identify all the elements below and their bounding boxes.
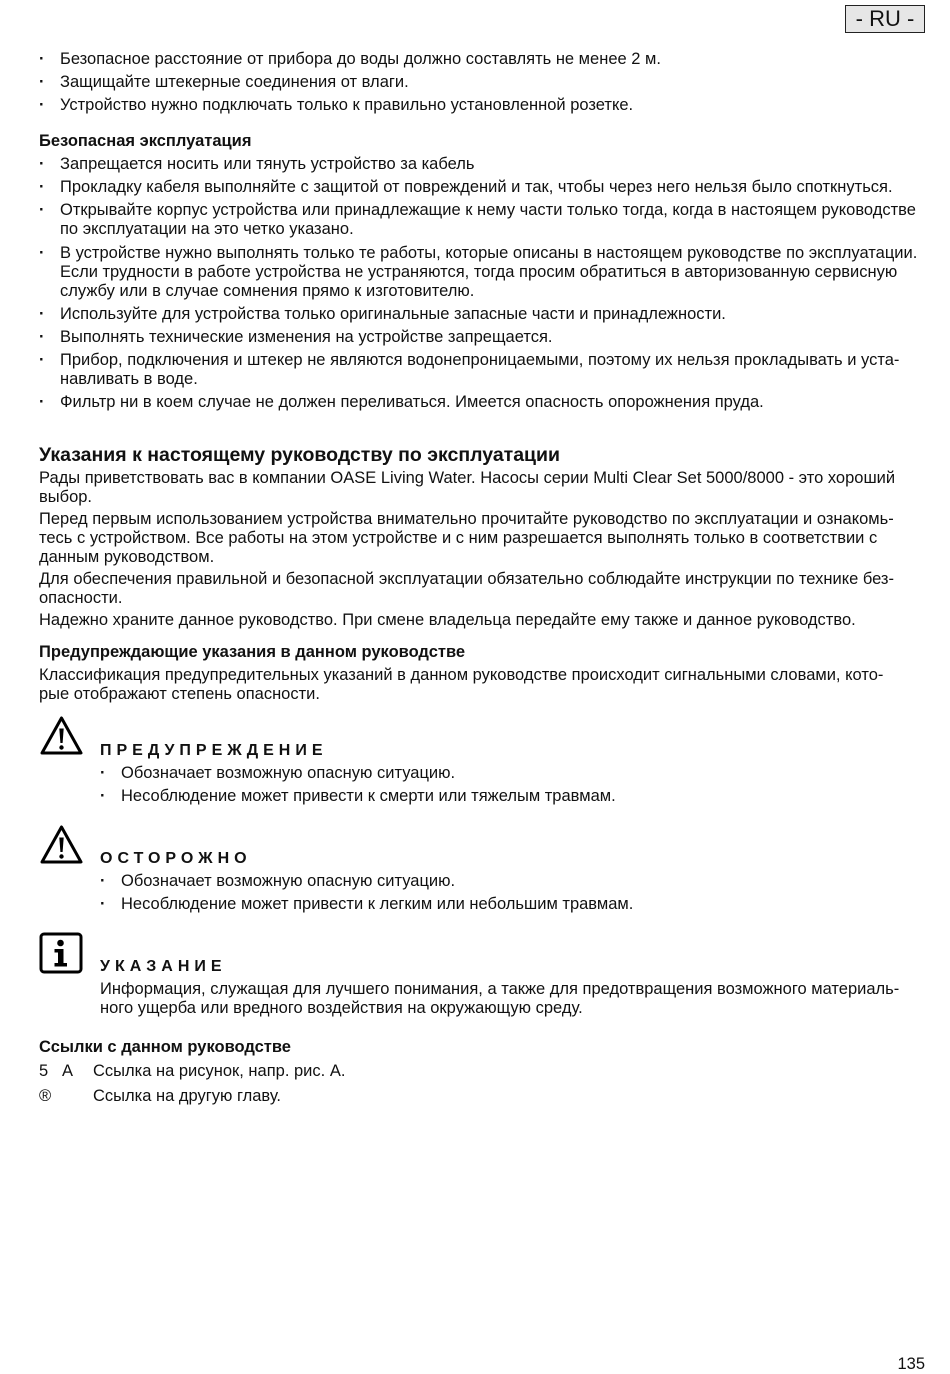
bullet-marker: · (39, 244, 45, 262)
bullet-item (39, 351, 899, 389)
section-heading (39, 643, 465, 662)
bullet-text: Устройство нужно подключать только к правильно установленной розетке. (60, 96, 634, 114)
signal-word-note: УКАЗАНИЕ (100, 958, 227, 975)
reference-row (39, 1062, 739, 1081)
bullet-marker: · (39, 351, 45, 369)
signal-word-caution: ОСТОРОЖНО (100, 850, 252, 867)
warnings-title: Предупреждающие указания в данном руководстве (39, 643, 466, 661)
bullet-marker: · (100, 872, 106, 890)
paragraph-line: Перед первым использованием устройства внимательно прочитайте руководство по эксплуатации и ознакомь- (39, 510, 894, 528)
paragraph-line: выбор. (39, 488, 93, 506)
note-text (100, 980, 899, 1018)
bullet-item (39, 73, 409, 92)
bullet-marker: · (39, 201, 45, 219)
paragraph-line: Для обеспечения правильной и безопасной эксплуатации обязательно соблюдайте инструкции по технике без- (39, 570, 894, 588)
paragraph-line: данным руководством. (39, 548, 215, 566)
paragraph-line: опасности. (39, 589, 123, 607)
section-heading (39, 1038, 291, 1057)
bullet-item (100, 787, 616, 806)
bullet-text: Запрещается носить или тянуть устройство за кабель (60, 155, 475, 173)
bullet-text: Прокладку кабеля выполняйте с защитой от повреждений и так, чтобы через него нельзя было споткнуться. (60, 178, 893, 196)
paragraph (39, 510, 894, 567)
bullet-marker: · (39, 155, 45, 173)
reference-letter: A (62, 1062, 74, 1080)
bullet-marker: · (100, 787, 106, 805)
bullet-text: Обозначает возможную опасную ситуацию. (121, 872, 456, 890)
bullet-item (39, 305, 726, 324)
bullet-text: по эксплуатации на это четко указано. (60, 220, 354, 238)
section-heading (39, 132, 251, 151)
paragraph (39, 611, 856, 630)
bullet-text: Несоблюдение может привести к смерти или тяжелым травмам. (121, 787, 616, 805)
safe-operation-title: Безопасная эксплуатация (39, 132, 252, 150)
bullet-marker: · (39, 73, 45, 91)
bullet-text: службу или в случае сомнения прямо к изготовителю. (60, 282, 475, 300)
paragraph-line: рые отображают степень опасности. (39, 685, 320, 703)
chapter-heading (39, 443, 560, 467)
bullet-marker: · (39, 178, 45, 196)
bullet-item (39, 155, 474, 174)
manual-notes-title: Указания к настоящему руководству по эксплуатации (39, 444, 561, 466)
signal-word-warning: ПРЕДУПРЕЖДЕНИЕ (100, 742, 328, 759)
paragraph-line: Рады приветствовать вас в компании OASE Living Water. Насосы серии Multi Clear Set 5000/8000 - это хороший (39, 469, 896, 487)
bullet-item (39, 328, 552, 347)
paragraph (39, 570, 894, 608)
reference-marker: 5 (39, 1062, 49, 1080)
bullet-marker: · (39, 328, 45, 346)
page-number: 135 (897, 1355, 925, 1373)
warning-triangle-icon (39, 715, 84, 762)
bullet-item (39, 50, 661, 69)
bullet-item (39, 178, 893, 197)
paragraph (39, 666, 883, 704)
paragraph-line: Надежно храните данное руководство. При смене владельца передайте ему также и данное руководство. (39, 611, 856, 629)
bullet-text: В устройстве нужно выполнять только те работы, которые описаны в настоящем руководстве по эксплуатации. (60, 244, 918, 262)
bullet-item (100, 764, 455, 783)
paragraph-line: Информация, служащая для лучшего понимания, а также для предотвращения возможного материаль- (100, 980, 900, 998)
bullet-text: Защищайте штекерные соединения от влаги. (60, 73, 409, 91)
bullet-text: Если трудности в работе устройства не устраняются, тогда просим обратиться в авторизованную сервисную (60, 263, 898, 281)
warning-triangle-icon (39, 824, 84, 871)
bullet-item (39, 201, 916, 239)
bullet-text: Безопасное расстояние от прибора до воды должно составлять не менее 2 м. (60, 50, 661, 68)
bullet-item (39, 393, 764, 412)
references-title: Ссылки с данном руководстве (39, 1038, 291, 1056)
paragraph-line: ного ущерба или вредного воздействия на окружающую среду. (100, 999, 583, 1017)
bullet-text: Используйте для устройства только оригинальные запасные части и принадлежности. (60, 305, 726, 323)
bullet-text: Несоблюдение может привести к легким или небольшим травмам. (121, 895, 634, 913)
paragraph-line: Классификация предупредительных указаний в данном руководстве происходит сигнальными словами, кото- (39, 666, 884, 684)
bullet-item (100, 895, 633, 914)
language-badge: - RU - (845, 5, 925, 33)
info-icon (39, 932, 83, 979)
bullet-text: Выполнять технические изменения на устройстве запрещается. (60, 328, 553, 346)
bullet-item (39, 96, 633, 115)
bullet-marker: · (39, 393, 45, 411)
bullet-marker: · (100, 764, 106, 782)
reference-text: Ссылка на рисунок, напр. рис. A. (93, 1062, 346, 1080)
bullet-text: Обозначает возможную опасную ситуацию. (121, 764, 456, 782)
bullet-text: навливать в воде. (60, 370, 198, 388)
bullet-marker: · (39, 50, 45, 68)
bullet-marker: · (39, 305, 45, 323)
bullet-text: Прибор, подключения и штекер не являются водонепроницаемыми, поэтому их нельзя прокладывать и уста- (60, 351, 900, 369)
bullet-item (100, 872, 455, 891)
reference-marker: ® (39, 1087, 52, 1105)
paragraph (39, 469, 895, 507)
bullet-text: Открывайте корпус устройства или принадлежащие к нему части только тогда, когда в настоящем руководстве (60, 201, 916, 219)
paragraph-line: тесь с устройством. Все работы на этом устройстве и с ним разрешается выполнять только в соответствии с (39, 529, 878, 547)
bullet-item (39, 244, 917, 301)
bullet-marker: · (100, 895, 106, 913)
reference-text: Ссылка на другую главу. (93, 1087, 282, 1105)
reference-row (39, 1087, 739, 1106)
bullet-marker: · (39, 96, 45, 114)
bullet-text: Фильтр ни в коем случае не должен переливаться. Имеется опасность опорожнения пруда. (60, 393, 764, 411)
